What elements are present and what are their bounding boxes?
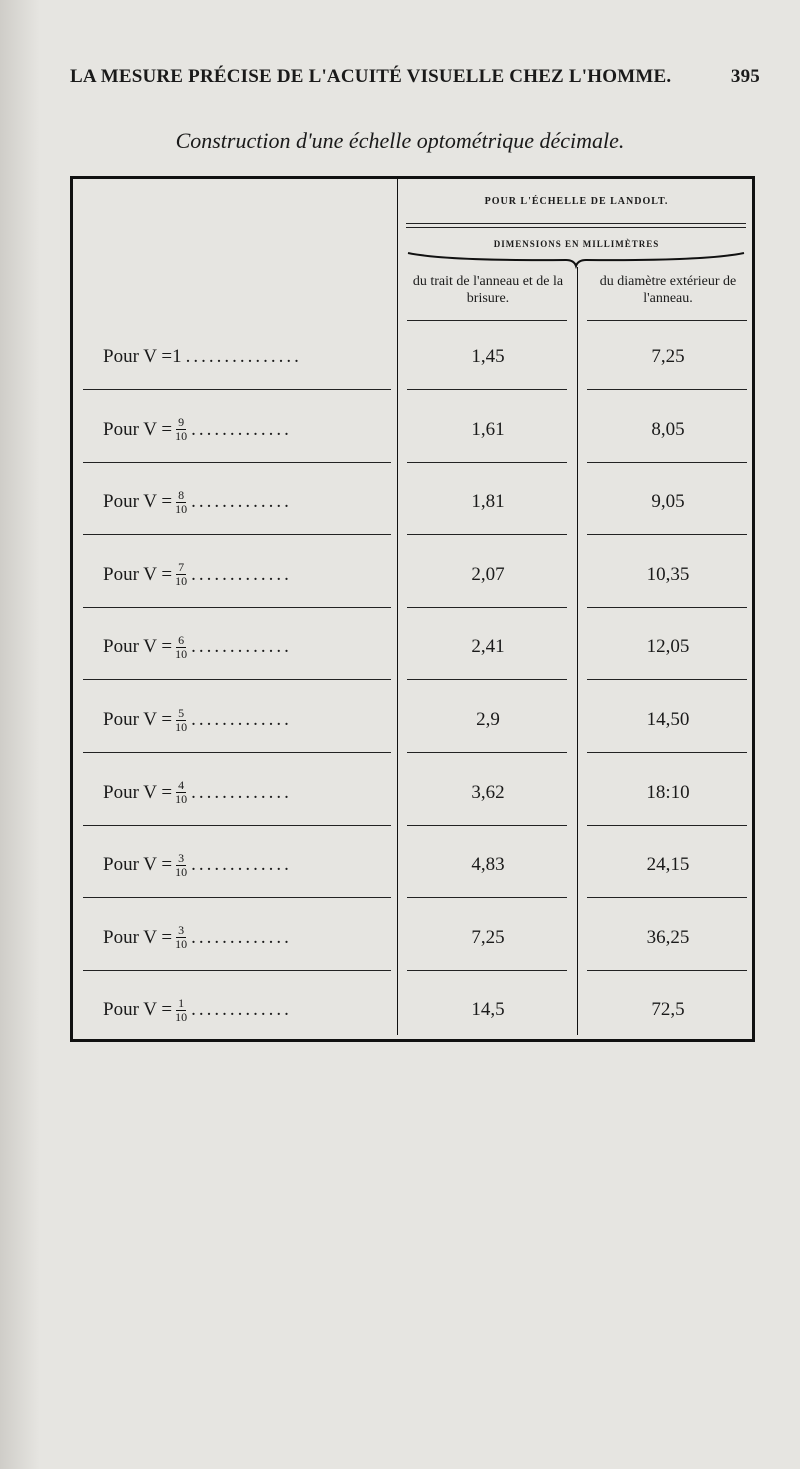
leader-dots: ............. <box>191 854 292 876</box>
optometric-scale-table <box>70 176 755 1042</box>
row-label <box>103 555 393 595</box>
row-label <box>103 773 393 813</box>
fraction-numerator: 4 <box>178 778 185 793</box>
row-separator <box>83 679 391 680</box>
fraction-numerator: 1 <box>178 995 185 1010</box>
fraction-numerator: 9 <box>178 415 185 430</box>
row-separator <box>407 462 567 463</box>
row-separator <box>587 679 747 680</box>
ring-stroke-value: 1,81 <box>471 491 505 513</box>
ring-stroke-value: 1,45 <box>471 346 505 367</box>
row-separator <box>587 462 747 463</box>
fraction-numerator: 7 <box>178 560 185 575</box>
leader-dots: ............. <box>191 491 292 513</box>
fraction-denominator: 10 <box>175 937 188 952</box>
row-label-text: Pour V = <box>103 709 173 730</box>
fraction-numerator: 8 <box>178 487 185 502</box>
row-separator <box>407 825 567 826</box>
running-header <box>70 66 760 88</box>
column-divider-inner <box>577 267 578 1035</box>
fraction-numerator: 3 <box>178 923 185 938</box>
column-a-header: du trait de l'anneau et de la brisure. <box>412 274 564 306</box>
fraction-denominator: 10 <box>175 646 188 661</box>
ring-stroke-value: 4,83 <box>471 854 505 876</box>
row-separator <box>587 970 747 971</box>
fraction <box>175 779 187 806</box>
fraction-denominator: 10 <box>175 574 188 589</box>
ring-stroke-value: 7,25 <box>471 926 505 948</box>
row-separator <box>83 607 391 608</box>
fraction-denominator: 10 <box>175 792 188 807</box>
row-label <box>103 990 393 1030</box>
fraction <box>175 997 187 1024</box>
row-label-text: Pour V = <box>103 346 173 367</box>
column-b-header: du diamètre extérieur de l'anneau. <box>599 274 737 306</box>
ring-stroke-value: 2,9 <box>476 709 500 730</box>
header-rule-top <box>406 223 746 224</box>
row-separator <box>83 752 391 753</box>
row-separator <box>587 752 747 753</box>
row-separator <box>587 607 747 608</box>
row-separator <box>83 897 391 898</box>
row-separator <box>83 462 391 463</box>
ring-diameter-value: 9,05 <box>651 491 685 513</box>
fraction <box>175 634 187 661</box>
leader-dots: ............. <box>191 418 292 440</box>
fraction <box>175 489 187 516</box>
fraction <box>175 924 187 951</box>
ring-diameter-value: 18:10 <box>646 781 690 803</box>
row-label-text: Pour V = <box>103 418 173 440</box>
row-label <box>103 918 393 958</box>
row-separator <box>407 970 567 971</box>
page-edge-shadow <box>0 0 40 1469</box>
ring-stroke-value: 2,07 <box>471 563 505 585</box>
ring-stroke-value: 14,5 <box>471 999 505 1021</box>
subheader-rule <box>407 320 567 321</box>
row-label <box>103 410 393 450</box>
row-label-text: Pour V = <box>103 926 173 948</box>
row-separator <box>407 897 567 898</box>
row-separator <box>83 389 391 390</box>
row-separator <box>587 534 747 535</box>
row-separator <box>407 607 567 608</box>
ring-stroke-value: 2,41 <box>471 636 505 658</box>
group-header: POUR L'ÉCHELLE DE LANDOLT. <box>484 196 669 207</box>
row-label <box>103 337 393 377</box>
fraction-denominator: 10 <box>175 1009 188 1024</box>
fraction-denominator: 10 <box>175 719 188 734</box>
ring-diameter-value: 12,05 <box>646 636 690 658</box>
fraction <box>175 561 187 588</box>
fraction-denominator: 10 <box>175 429 188 444</box>
ring-diameter-value: 8,05 <box>651 418 685 440</box>
row-label-text: Pour V = <box>103 854 173 876</box>
fraction-denominator: 10 <box>175 501 188 516</box>
row-separator <box>587 825 747 826</box>
row-label-text: Pour V = <box>103 563 173 585</box>
row-label <box>103 700 393 740</box>
leader-dots: ............. <box>191 781 292 803</box>
row-separator <box>407 534 567 535</box>
leader-dots: ............. <box>191 709 292 730</box>
row-separator <box>83 970 391 971</box>
ring-diameter-value: 72,5 <box>651 999 685 1021</box>
brace-icon <box>406 249 746 269</box>
subheader-rule <box>587 320 747 321</box>
units-header: DIMENSIONS EN MILLIMÈTRES <box>493 239 660 249</box>
leader-dots: ............. <box>191 636 292 658</box>
row-separator <box>83 825 391 826</box>
header-rule-bottom <box>406 227 746 228</box>
table-caption: Construction d'une échelle optométrique décimale. <box>175 128 625 153</box>
ring-diameter-value: 14,50 <box>646 709 690 730</box>
fraction-denominator: 10 <box>175 864 188 879</box>
ring-diameter-value: 7,25 <box>651 346 685 367</box>
fraction <box>175 707 187 734</box>
row-label-text: Pour V = <box>103 781 173 803</box>
row-value-v: 1 <box>172 346 182 367</box>
row-label <box>103 482 393 522</box>
fraction <box>175 852 187 879</box>
row-separator <box>407 389 567 390</box>
ring-diameter-value: 36,25 <box>646 926 690 948</box>
ring-diameter-value: 24,15 <box>646 854 690 876</box>
row-label-text: Pour V = <box>103 999 173 1021</box>
row-separator <box>83 534 391 535</box>
row-separator <box>587 897 747 898</box>
row-label <box>103 627 393 667</box>
leader-dots: ............. <box>191 926 292 948</box>
row-label-text: Pour V = <box>103 491 173 513</box>
fraction-numerator: 3 <box>178 850 185 865</box>
column-divider-main <box>397 179 398 1035</box>
fraction <box>175 416 187 443</box>
running-title: LA MESURE PRÉCISE DE L'ACUITÉ VISUELLE CHEZ L'HOMME. <box>70 66 672 87</box>
fraction-numerator: 6 <box>178 632 185 647</box>
leader-dots: ............. <box>191 563 292 585</box>
row-separator <box>587 389 747 390</box>
ring-stroke-value: 1,61 <box>471 418 505 440</box>
row-label <box>103 845 393 885</box>
row-label-text: Pour V = <box>103 636 173 658</box>
row-separator <box>407 752 567 753</box>
page-number: 395 <box>730 66 760 87</box>
row-separator <box>407 679 567 680</box>
leader-dots: ............... <box>185 346 302 367</box>
ring-diameter-value: 10,35 <box>646 563 690 585</box>
fraction-numerator: 5 <box>178 705 185 720</box>
leader-dots: ............. <box>191 999 292 1021</box>
ring-stroke-value: 3,62 <box>471 781 505 803</box>
